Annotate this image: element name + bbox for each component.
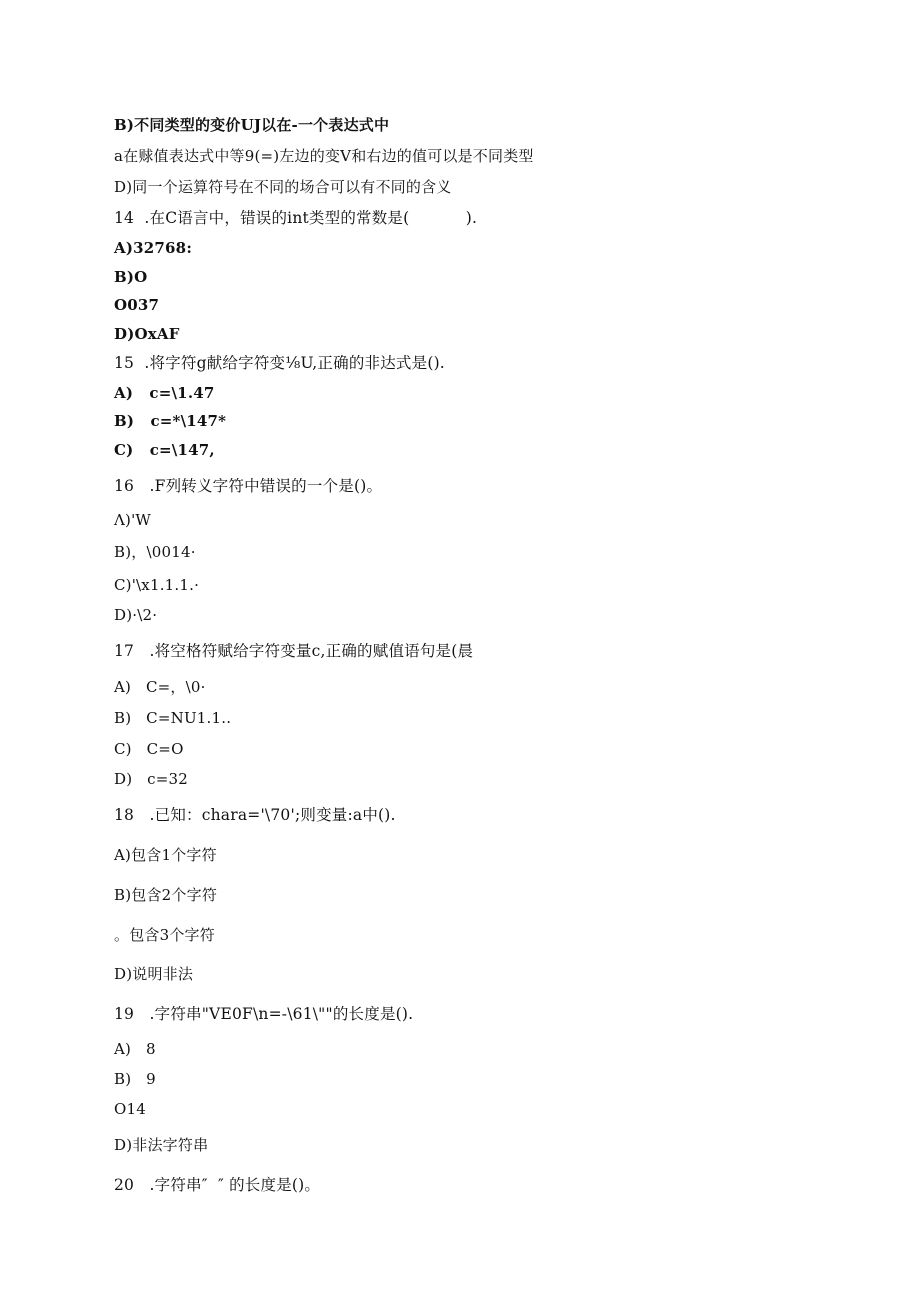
q13-option-b: B)不同类型的变价UJ以在-一个表达式中 bbox=[114, 116, 390, 134]
q15-option-a: A) c=\1.47 bbox=[114, 384, 215, 402]
q13-option-c: a在赇值表达式中等9(=)左边的变V和右边的值可以是不同类型 bbox=[114, 147, 534, 165]
q17-option-c: C) C=O bbox=[114, 740, 184, 758]
q16-option-b: B)，\0014· bbox=[114, 543, 196, 561]
q14-option-a: A)32768: bbox=[114, 239, 193, 257]
q19-option-d: D)非法字符串 bbox=[114, 1136, 209, 1154]
question-19: 19 .字符串"VE0F\n=-\61\""的长度是(). bbox=[114, 1005, 414, 1023]
q18-option-c: 。包含3个字符 bbox=[114, 926, 215, 944]
q18-option-d: D)说明非法 bbox=[114, 965, 194, 983]
q13-option-d: D)同一个运算符号在不同的场合可以有不同的含义 bbox=[114, 178, 452, 196]
question-14: 14 .在C语言中，错误的int类型的常数是( ). bbox=[114, 209, 478, 227]
q19-option-c: O14 bbox=[114, 1100, 146, 1118]
q18-option-a: A)包含1个字符 bbox=[114, 846, 217, 864]
q18-option-b: B)包含2个字符 bbox=[114, 886, 218, 904]
q15-option-c: C) c=\147, bbox=[114, 441, 215, 459]
question-17: 17 .将空格符赋给字符变量c,正确的赋值语句是(晨 bbox=[114, 642, 474, 660]
q17-option-b: B) C=NU1.1.. bbox=[114, 709, 232, 727]
q19-option-a: A) 8 bbox=[114, 1040, 156, 1058]
q19-option-b: B) 9 bbox=[114, 1070, 156, 1088]
question-16: 16 .F列转义字符中错误的一个是()。 bbox=[114, 477, 383, 495]
question-18: 18 .已知：chara='\70';则变量:a中(). bbox=[114, 806, 396, 824]
q17-option-a: A) C=，\0· bbox=[114, 678, 206, 696]
q14-option-d: D)OxAF bbox=[114, 325, 180, 343]
q15-option-b: B) c=*\147* bbox=[114, 412, 227, 430]
q16-option-c: C)'\x1.1.1.· bbox=[114, 576, 200, 594]
q14-option-c: O037 bbox=[114, 296, 160, 314]
q17-option-d: D) c=32 bbox=[114, 770, 189, 788]
question-15: 15 .将字符g献给字符变⅛U,正确的非达式是(). bbox=[114, 354, 445, 372]
q16-option-d: D)·\2· bbox=[114, 606, 158, 624]
q14-option-b: B)O bbox=[114, 268, 148, 286]
q16-option-a: Λ)'W bbox=[114, 511, 152, 529]
question-20: 20 .字符串″ ″ 的长度是()。 bbox=[114, 1176, 321, 1194]
